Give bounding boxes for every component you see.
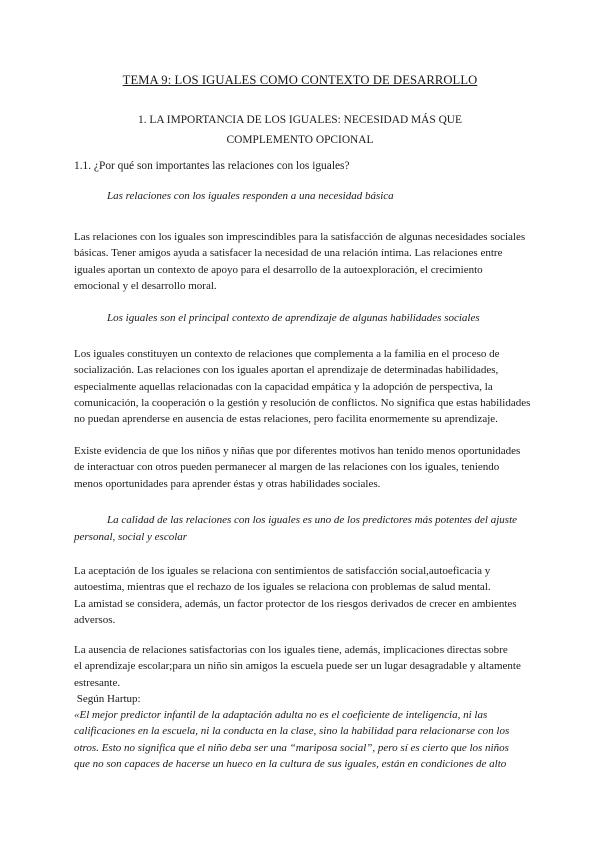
subheading-necesidad: Las relaciones con los iguales responden a una necesidad básica [107,190,394,202]
paragraph-line: menos oportunidades para aprender éstas y otras habilidades sociales. [74,477,381,490]
paragraph-line: Las relaciones con los iguales son imprescindibles para la satisfacción de algunas necesidades sociales [74,231,526,243]
paragraph-line: no puedan aprenderse en ausencia de estas relaciones, pero facilita enormemente su aprendizaje. [74,413,498,426]
paragraph-line: adversos. [74,613,116,626]
paragraph-line: La aceptación de los iguales se relaciona con sentimientos de satisfacción social,autoeficacia y [74,565,491,577]
paragraph-line: La amistad se considera, además, un factor protector de los riesgos derivados de crecer en ambientes [74,597,517,610]
paragraph-line: estresante. [74,676,121,689]
paragraph-line: básicas. Tener amigos ayuda a satisfacer la necesidad de una relación íntima. Las relaciones entre [74,247,503,260]
paragraph-line: iguales aportan un contexto de apoyo para el desarrollo de la autoexploración, el crecimiento [74,263,483,276]
paragraph-5 [74,642,534,772]
paragraph-line: La ausencia de relaciones satisfactorias con los iguales tiene, además, implicaciones directas sobre [74,644,508,656]
paragraph-line: el aprendizaje escolar;para un niño sin amigos la escuela puede ser un lugar desagradable y altamente [74,660,521,673]
document-title: TEMA 9: LOS IGUALES COMO CONTEXTO DE DESARROLLO [122,73,478,87]
quote-line: calificaciones en la escuela, ni la conducta en la clase, sino la habilidad para relacionarse con los [74,725,510,738]
quote-line: otros. Esto no significa que el niño deba ser una “mariposa social”, pero sí es cierto que los niños [74,741,509,754]
section-heading: 1. LA IMPORTANCIA DE LOS IGUALES: NECESIDAD MÁS QUE COMPLEMENTO OPCIONAL [138,114,462,146]
paragraph-line: comunicación, la cooperación o la gestión y resolución de conflictos. No significa que estas habilidades [74,396,531,409]
subheading-aprendizaje: Los iguales son el principal contexto de aprendizaje de algunas habilidades sociales [107,312,480,324]
paragraph-3 [74,443,534,492]
paragraph-line: Los iguales constituyen un contexto de relaciones que complementa a la familia en el proceso de [74,348,500,360]
subheading-line: personal, social y escolar [74,531,188,543]
paragraph-line: Existe evidencia de que los niños y niñas que por diferentes motivos han tenido menos oportunidades [74,445,521,457]
paragraph-1 [74,229,534,294]
hartup-label: Según Hartup: [74,692,141,705]
quote-line: que no son capaces de hacerse un hueco en la cultura de sus iguales, están en condiciones de alto [74,758,507,771]
paragraph-2 [74,346,534,427]
subheading-calidad [74,512,518,546]
paragraph-line: de interactuar con otros pueden permanecer al margen de las relaciones con los iguales, teniendo [74,461,500,474]
paragraph-line: especialmente aquellas relacionadas con la capacidad empática y la adopción de perspectiva, la [74,380,493,393]
paragraph-line: emocional y el desarrollo moral. [74,279,217,292]
quote-line: «El mejor predictor infantil de la adaptación adulta no es el coeficiente de inteligencia, ni las [74,709,488,722]
paragraph-line: socialización. Las relaciones con los iguales aportan el aprendizaje de determinadas habilidades, [74,364,499,377]
paragraph-4 [74,563,534,628]
paragraph-line: autoestima, mientras que el rechazo de los iguales se relaciona con problemas de salud mental. [74,581,491,594]
subheading-line: La calidad de las relaciones con los iguales es uno de los predictores más potentes del ajuste [107,514,518,526]
question-heading: 1.1. ¿Por qué son importantes las relaciones con los iguales? [74,160,350,172]
